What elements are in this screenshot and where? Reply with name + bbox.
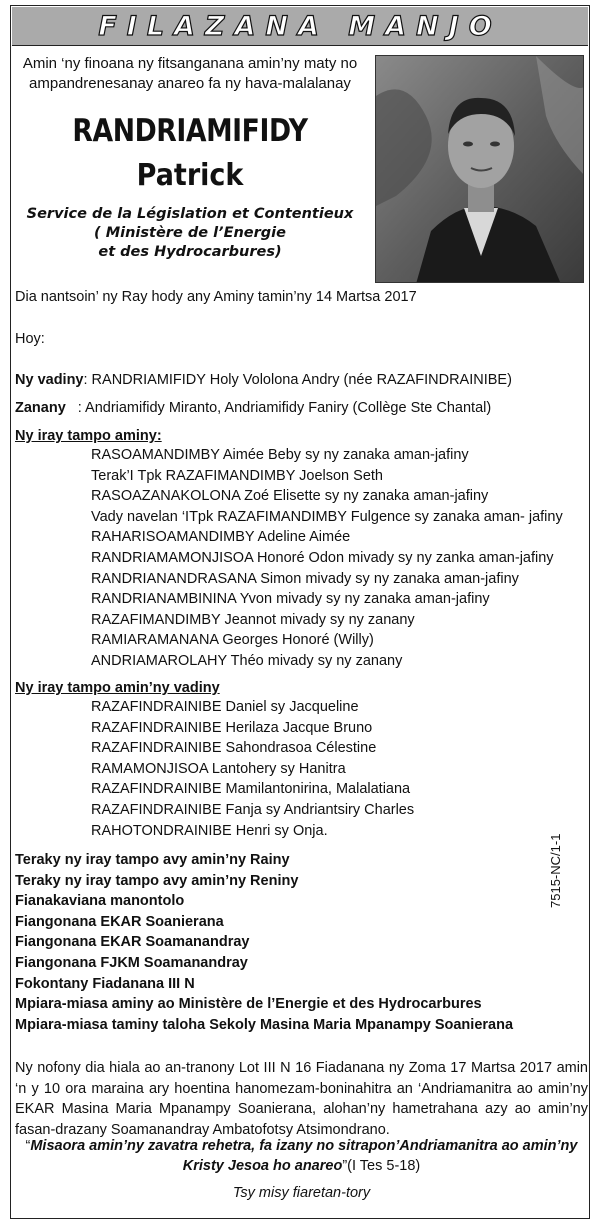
list-item: Fiangonana EKAR Soanierana xyxy=(15,913,224,930)
list-item: RAZAFINDRAINIBE Daniel sy Jacqueline xyxy=(91,699,359,715)
service-line-2: ( Ministère de l’Energie xyxy=(94,225,286,241)
burial-details: Ny nofony dia hiala ao an-tranony Lot III N 16 Fiadanana ny Zoma 17 Martsa 2017 amin ‘n y 10 ora maraina ary hoentina hanomezam-boninahitra an ‘Andriamanitra ao amin’ny EKAR Masina Maria Mpanampy Soanierana, alohan’ny hametrahana azy ao amin’ny fasan-drazany Soamanandray Ambatofotsy Atsimondrano. xyxy=(15,1060,588,1138)
list-item: RANDRIANAMBININA Yvon mivady sy ny zanaka aman-jafiny xyxy=(91,591,490,608)
portrait-photo xyxy=(375,55,584,283)
siblings-list xyxy=(91,445,563,672)
bible-quote xyxy=(15,1136,588,1176)
quote-reference: ”(I Tes 5-18) xyxy=(342,1158,421,1174)
notice-title: FILAZANA MANJO xyxy=(98,10,502,42)
list-item: Fiangonana FJKM Soamanandray xyxy=(15,954,248,971)
list-item: Fianakaviana manontolo xyxy=(15,893,185,910)
quote-open: “ xyxy=(25,1138,31,1154)
list-item: Mpiara-miasa aminy ao Ministère de l’Energie et des Hydrocarbures xyxy=(15,996,482,1013)
intro-line-2: ampandrenesanay anareo fa ny hava-malalanay xyxy=(29,75,351,92)
list-item: RAMIARAMANANA Georges Honoré (Willy) xyxy=(91,632,374,649)
list-item: RAZAFINDRAINIBE Herilaza Jacque Bruno xyxy=(91,719,373,736)
hoy-label: Hoy: xyxy=(15,331,45,347)
deceased-firstname: Patrick xyxy=(136,158,244,193)
siblings-heading: Ny iray tampo aminy: xyxy=(15,428,162,444)
death-notice: Dia nantsoin’ ny Ray hody any Aminy tamin’ny 14 Martsa 2017 xyxy=(15,289,417,305)
list-item: RANDRIAMAMONJISOA Honoré Odon mivady sy ny zanka aman-jafiny xyxy=(91,549,554,566)
deceased-surname: RANDRIAMIFIDY xyxy=(72,113,308,149)
service-line-3: et des Hydrocarbures) xyxy=(98,244,282,260)
service-line-1: Service de la Législation et Contentieux xyxy=(26,206,354,222)
quote-text: Misaora amin’ny zavatra rehetra, fa izany no sitrapon’Andriamanitra ao amin’ny Kristy Jesoa ho anareo xyxy=(30,1138,578,1174)
list-item: Fokontany Fiadanana III N xyxy=(15,975,195,992)
list-item: RAZAFINDRAINIBE Sahondrasoa Célestine xyxy=(91,740,377,757)
relatives-list xyxy=(15,850,513,1035)
reference-code: 7515-NC/1-1 xyxy=(548,833,563,908)
children-text: : Andriamifidy Miranto, Andriamifidy Faniry (Collège Ste Chantal) xyxy=(77,400,492,416)
spouse-line xyxy=(15,372,512,388)
list-item: Teraky ny iray tampo avy amin’ny Rainy xyxy=(15,852,290,868)
children-label: Zanany xyxy=(15,400,66,416)
spouse-siblings-heading: Ny iray tampo amin’ny vadiny xyxy=(15,680,220,696)
list-item: Terak’I Tpk RAZAFIMANDIMBY Joelson Seth xyxy=(91,467,383,484)
list-item: RAMAMONJISOA Lantohery sy Hanitra xyxy=(91,760,346,777)
list-item: Vady navelan ‘ITpk RAZAFIMANDIMBY Fulgence sy zanaka aman- jafiny xyxy=(91,508,563,525)
spouse-siblings-list xyxy=(91,697,414,841)
list-item: Teraky ny iray tampo avy amin’ny Reniny xyxy=(15,872,299,889)
intro-line-1: Amin ‘ny finoana ny fitsanganana amin’ny maty no xyxy=(22,55,358,72)
list-item: RAZAFIMANDIMBY Jeannot mivady sy ny zanany xyxy=(91,611,415,628)
list-item: RAHARISOAMANDIMBY Adeline Aimée xyxy=(91,529,351,546)
list-item: Fiangonana EKAR Soamanandray xyxy=(15,934,250,951)
intro-text xyxy=(20,54,360,94)
list-item: RAZAFINDRAINIBE Mamilantonirina, Malalatiana xyxy=(91,781,411,798)
list-item: RASOAZANAKOLONA Zoé Elisette sy ny zanaka aman-jafiny xyxy=(91,488,489,505)
notice-banner xyxy=(12,7,588,46)
spouse-text: : RANDRIAMIFIDY Holy Vololona Andry (née RAZAFINDRAINIBE) xyxy=(83,372,512,388)
list-item: ANDRIAMAROLAHY Théo mivady sy ny zanany xyxy=(91,652,403,669)
footer-note: Tsy misy fiaretan-tory xyxy=(232,1185,371,1201)
deceased-service xyxy=(20,205,360,262)
list-item: RASOAMANDIMBY Aimée Beby sy ny zanaka aman-jafiny xyxy=(91,447,469,463)
list-item: RAHOTONDRAINIBE Henri sy Onja. xyxy=(91,822,328,839)
list-item: RANDRIANANDRASANA Simon mivady sy ny zanaka aman-jafiny xyxy=(91,570,519,587)
spouse-label: Ny vadiny xyxy=(15,372,84,388)
children-line xyxy=(15,400,491,416)
list-item: Mpiara-miasa taminy taloha Sekoly Masina Maria Mpanampy Soanierana xyxy=(15,1016,514,1033)
list-item: RAZAFINDRAINIBE Fanja sy Andriantsiry Charles xyxy=(91,801,415,818)
